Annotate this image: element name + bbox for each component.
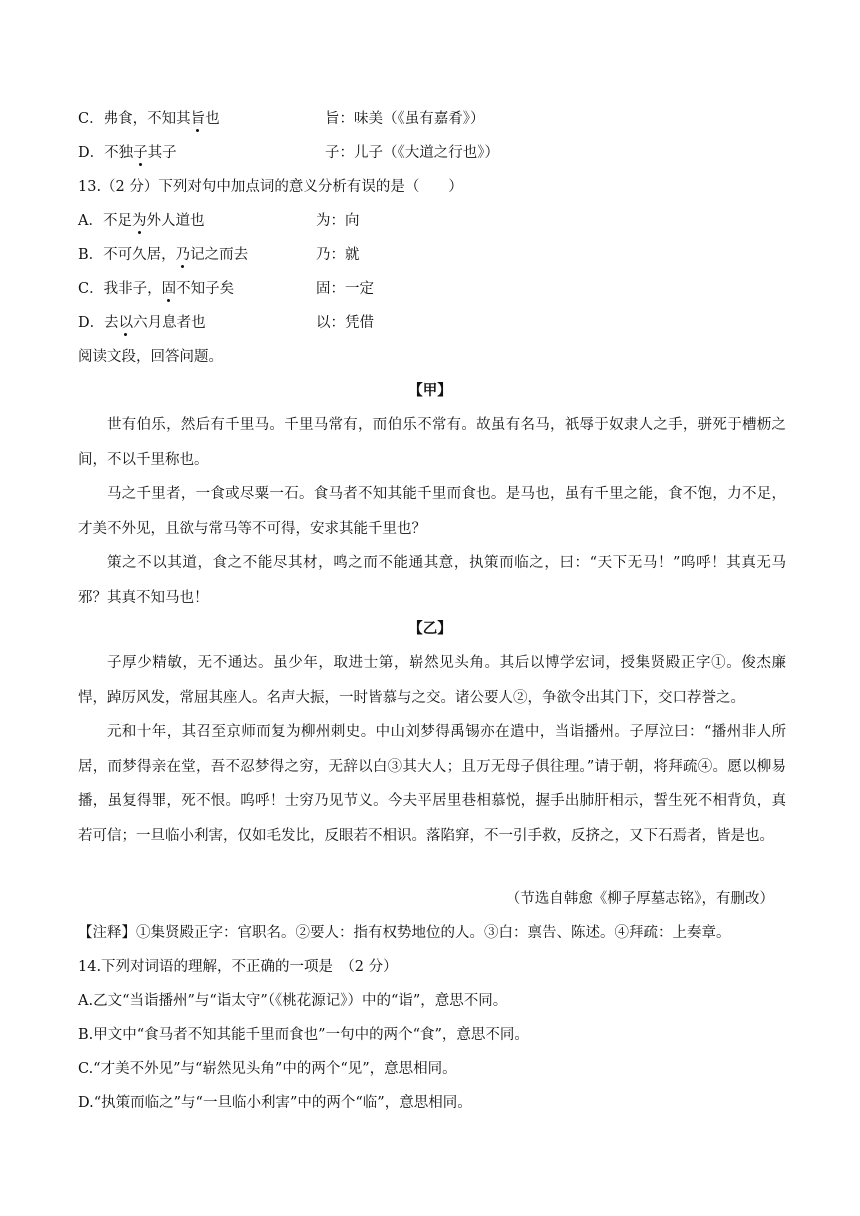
dot-mark: 以 <box>118 315 134 331</box>
q12-option-c-gloss: 旨：味美（《虽有嘉肴》） <box>325 111 485 127</box>
q13-option-a-gloss: 为：向 <box>316 213 360 229</box>
jia-paragraph-1: 世有伯乐，然后有千里马。千里马常有，而伯乐不常有。故虽有名马，祇辱于奴隶人之手，骈死于槽枥之间，不以千里称也。 <box>78 417 786 468</box>
jia-paragraph-3: 策之不以其道，食之不能尽其材，鸣之而不能通其意，执策而临之，曰：“天下无马！”呜呼！其真无马邪？其真不知马也！ <box>78 555 786 606</box>
q12-option-c: C．弗食，不知其旨也 <box>78 111 220 127</box>
q14-option-a: A.乙文“当诣播州”与“诣太守”（《桃花源记》）中的“诣”，意思不同。 <box>78 993 508 1009</box>
q13-option-c-gloss: 固：一定 <box>316 281 374 297</box>
dot-mark: 子 <box>133 145 148 161</box>
q13-option-b: B．不可久居，乃记之而去 <box>78 247 249 263</box>
jia-passage <box>78 408 786 615</box>
reading-intro: 阅读文段，回答问题。 <box>78 349 223 365</box>
yi-paragraph-1: 子厚少精敏，无不通达。虽少年，取进士第，崭然见头角。其后以博学宏词，授集贤殿正字①。俊杰廉悍，踔厉风发，常屈其座人。名声大振，一时皆慕与之交。诸公要人②，争欲令出其门下，交口荐誉之。 <box>78 655 786 706</box>
notes: 【注释】①集贤殿正字：官职名。②要人：指有权势地位的人。③白：禀告、陈述。④拜疏：上奏章。 <box>78 925 731 941</box>
q13-stem: 13.（2 分）下列对句中加点词的意义分析有误的是（ ） <box>78 179 463 195</box>
q12-option-d-gloss: 子：儿子（《大道之行也》） <box>325 145 499 161</box>
q13-option-c: C．我非子，固不知子矣 <box>78 281 235 297</box>
dot-mark: 旨 <box>190 111 206 127</box>
yi-paragraph-2: 元和十年，其召至京师而复为柳州刺史。中山刘梦得禹锡亦在遣中，当诣播州。子厚泣曰：“播州非人所居，而梦得亲在堂，吾不忍梦得之穷，无辞以白③其大人；且万无母子俱往理。”请于朝，将拜疏④。愿以柳易播，虽复得罪，死不恨。呜呼！士穷乃见节义。今夫平居里巷相慕悦，握手出肺肝相示，誓生死不相背负，真若可信；一旦临小利害，仅如毛发比，反眼若不相识。落陷穽，不一引手救，反挤之，又下石焉者，皆是也。 <box>78 724 786 844</box>
yi-heading: 【乙】 <box>408 620 452 637</box>
q13-option-d-gloss: 以：凭借 <box>316 315 374 331</box>
jia-paragraph-2: 马之千里者，一食或尽粟一石。食马者不知其能千里而食也。是马也，虽有千里之能，食不饱，力不足，才美不外见，且欲与常马等不可得，安求其能千里也？ <box>78 486 786 537</box>
q12-option-d: D．不独子其子 <box>78 145 177 161</box>
q14-stem: 14.下列对词语的理解，不正确的一项是 （2 分） <box>78 959 398 975</box>
jia-heading: 【甲】 <box>408 382 452 399</box>
yi-source: （节选自韩愈《柳子厚墓志铭》，有删改） <box>505 891 774 907</box>
dot-mark: 乃 <box>175 247 191 263</box>
yi-passage <box>78 646 786 853</box>
q14-option-b: B.甲文中“食马者不知其能千里而食也”一句中的两个“食”，意思不同。 <box>78 1027 529 1043</box>
q13-option-a: A．不足为外人道也 <box>78 213 205 229</box>
q14-option-d: D.“执策而临之”与“一旦临小利害”中的两个“临”，意思相同。 <box>78 1095 472 1111</box>
dot-mark: 固 <box>161 281 177 297</box>
q14-option-c: C.“才美不外见”与“崭然见头角”中的两个“见”，意思相同。 <box>78 1061 457 1077</box>
q13-option-b-gloss: 乃：就 <box>316 247 360 263</box>
dot-mark: 为 <box>131 213 147 229</box>
q13-option-d: D．去以六月息者也 <box>78 315 206 331</box>
